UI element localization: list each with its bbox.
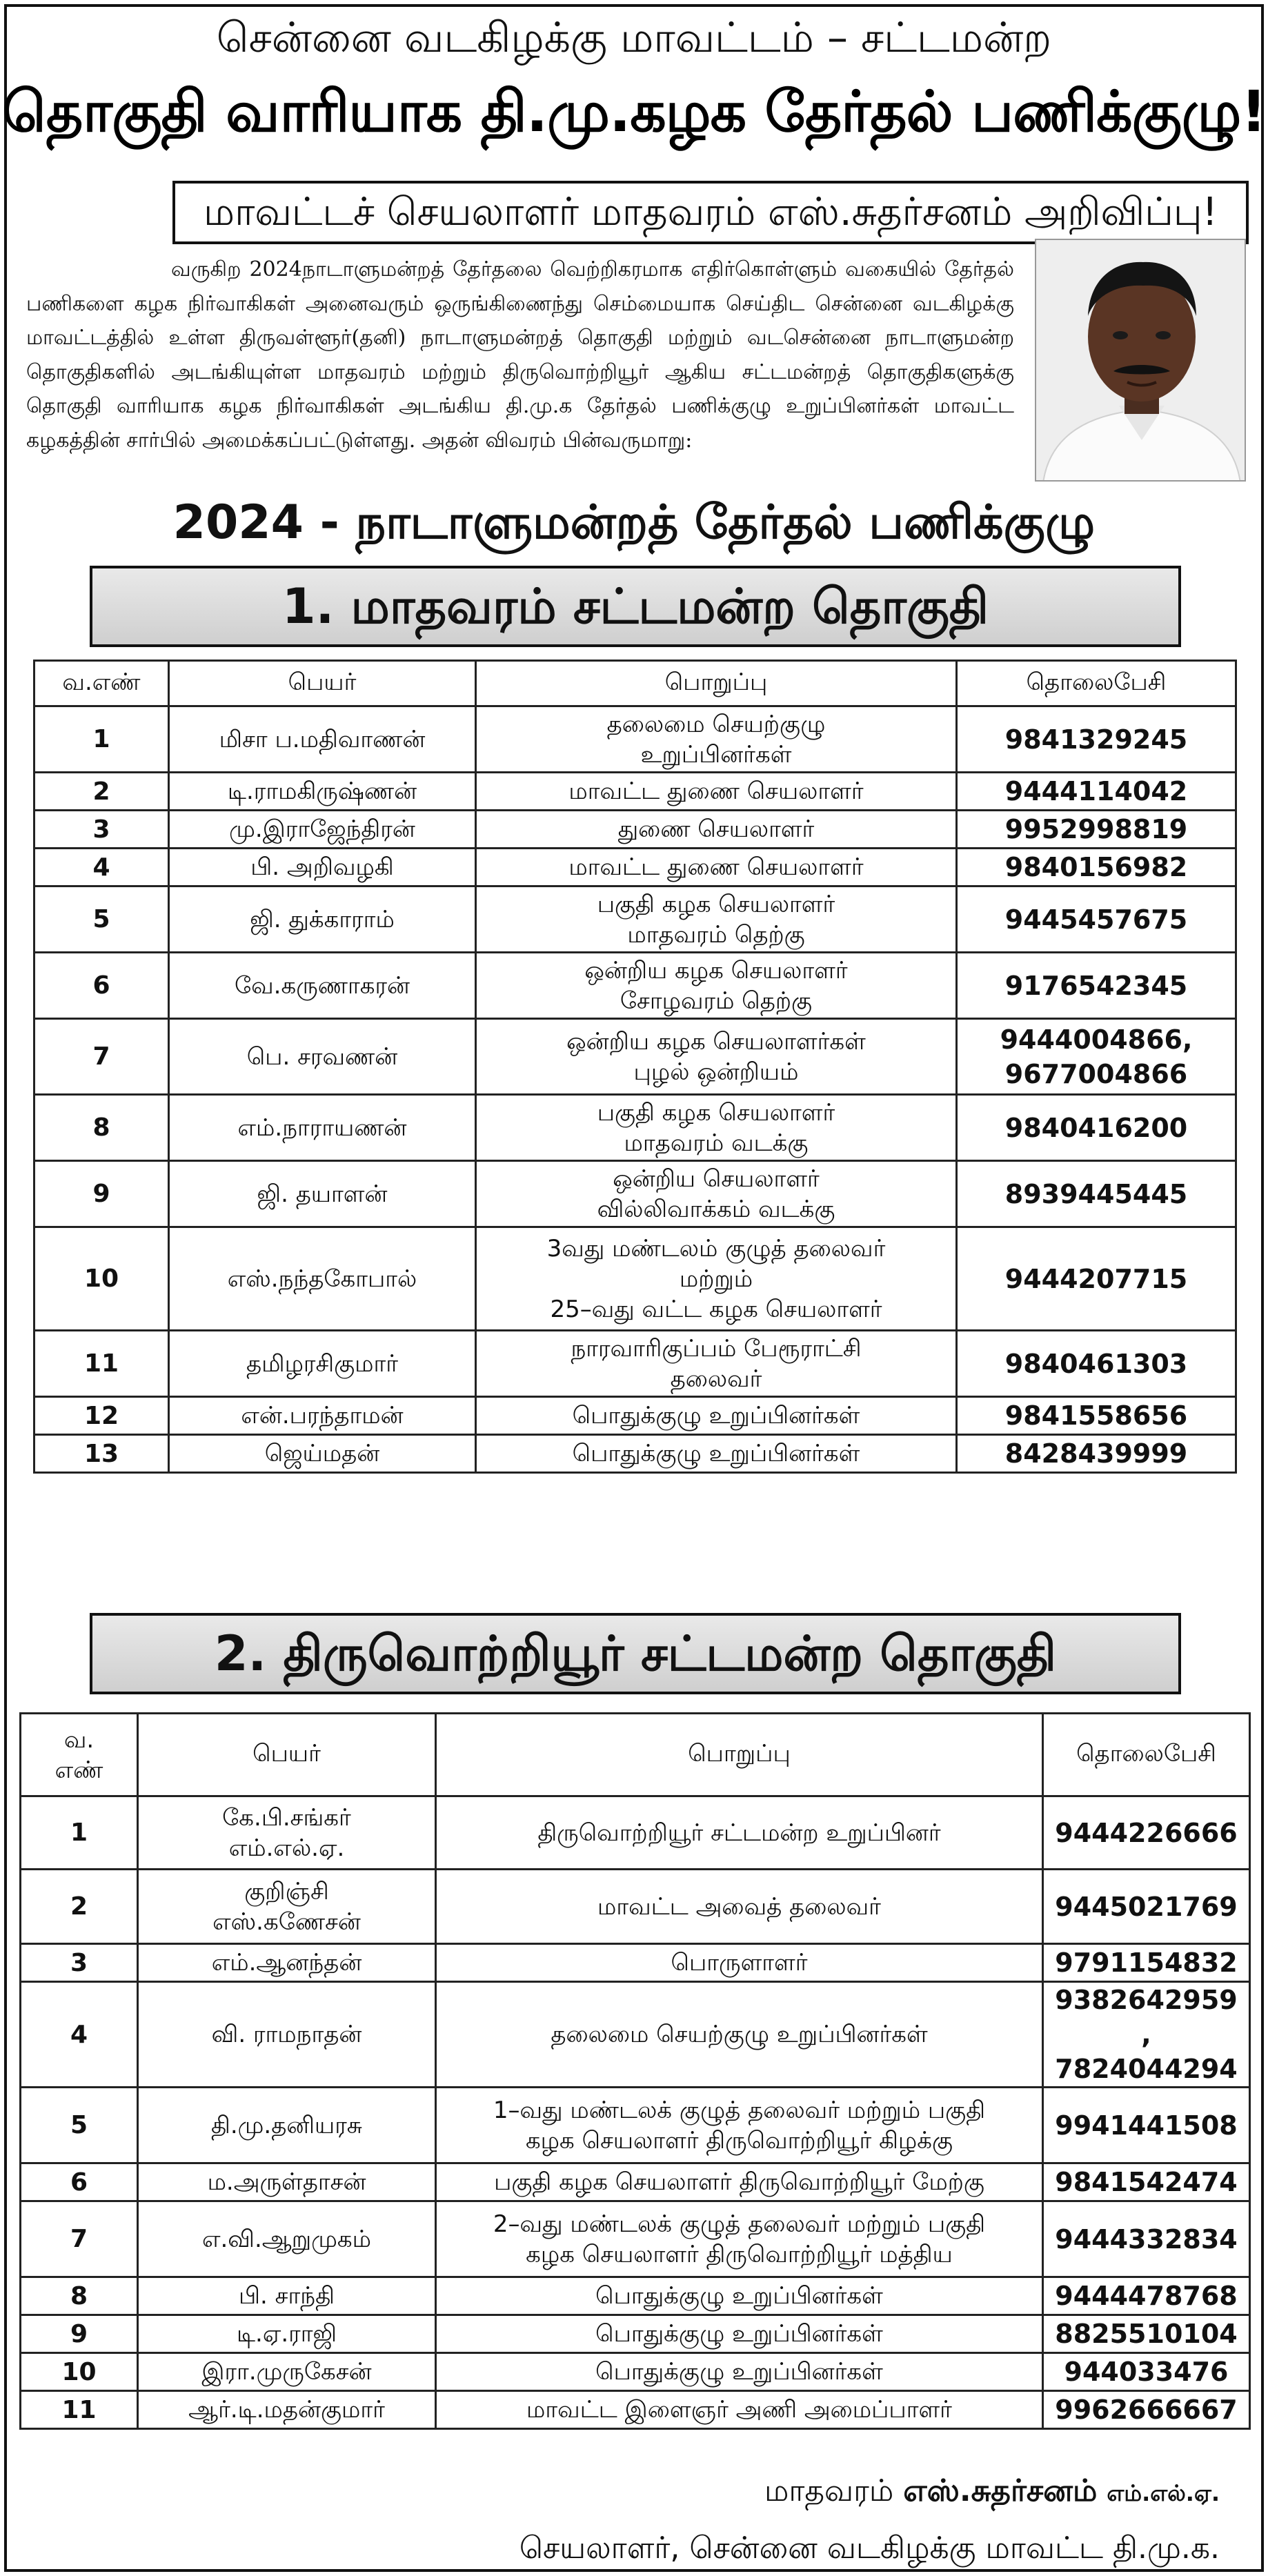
row-member-role: மாவட்ட துணை செயலாளர் <box>476 849 957 886</box>
row-serial-number: 7 <box>21 2201 138 2277</box>
row-phone-number: 8939445445 <box>957 1161 1236 1227</box>
row-serial-number: 10 <box>34 1227 169 1331</box>
madhavaram-committee-table <box>33 660 1237 1474</box>
row-member-name: எம்.நாராயணன் <box>169 1095 476 1161</box>
row-phone-number: 9840156982 <box>957 849 1236 886</box>
table-header-row <box>34 661 1236 706</box>
row-phone-number: 8428439999 <box>957 1435 1236 1473</box>
row-phone-number: 8825510104 <box>1043 2315 1250 2353</box>
col-header-role: பொறுப்பு <box>476 661 957 706</box>
row-serial-number: 10 <box>21 2353 138 2391</box>
col-header-phone: தொலைபேசி <box>957 661 1236 706</box>
row-member-name: வே.கருணாகரன் <box>169 953 476 1019</box>
row-serial-number: 9 <box>34 1161 169 1227</box>
table-row <box>21 1982 1250 2088</box>
row-member-name: எ.வி.ஆறுமுகம் <box>138 2201 436 2277</box>
row-member-role: பொருளாளர் <box>436 1944 1043 1982</box>
table-row <box>21 1870 1250 1944</box>
row-serial-number: 3 <box>34 811 169 849</box>
row-member-name: கே.பி.சங்கர் எம்.எல்.ஏ. <box>138 1796 436 1870</box>
row-phone-number: 9841558656 <box>957 1397 1236 1435</box>
row-phone-number: 9444332834 <box>1043 2201 1250 2277</box>
thiruvottiyur-section-heading: 2. திருவொற்றியூர் சட்டமன்ற தொகுதி <box>90 1613 1181 1694</box>
madhavaram-rows <box>34 706 1236 1473</box>
row-serial-number: 2 <box>34 773 169 811</box>
row-phone-number: 9841329245 <box>957 706 1236 773</box>
row-phone-number: 9840416200 <box>957 1095 1236 1161</box>
table-row <box>34 1227 1236 1331</box>
table-row <box>34 706 1236 773</box>
row-member-name: வி. ராமநாதன் <box>138 1982 436 2088</box>
row-phone-number: 9382642959 , 7824044294 <box>1043 1982 1250 2088</box>
row-phone-number: 944033476 <box>1043 2353 1250 2391</box>
row-member-name: டி.ஏ.ராஜி <box>138 2315 436 2353</box>
row-member-role: ஒன்றிய செயலாளர் வில்லிவாக்கம் வடக்கு <box>476 1161 957 1227</box>
row-phone-number: 9791154832 <box>1043 1944 1250 1982</box>
row-member-role: திருவொற்றியூர் சட்டமன்ற உறுப்பினர் <box>436 1796 1043 1870</box>
row-member-role: பொதுக்குழு உறுப்பினர்கள் <box>436 2277 1043 2315</box>
row-member-role: பகுதி கழக செயலாளர் திருவொற்றியூர் மேற்கு <box>436 2163 1043 2201</box>
row-serial-number: 12 <box>34 1397 169 1435</box>
table-row <box>21 2088 1250 2163</box>
table-row <box>34 773 1236 811</box>
table-row <box>34 1161 1236 1227</box>
table-row <box>21 2391 1250 2429</box>
row-member-role: பொதுக்குழு உறுப்பினர்கள் <box>476 1435 957 1473</box>
row-phone-number: 9176542345 <box>957 953 1236 1019</box>
intro-paragraph: வருகிற 2024நாடாளுமன்றத் தேர்தலை வெற்றிகரமாக எதிர்கொள்ளும் வகையில் தேர்தல் பணிகளை கழக நிர்வாகிகள் அனைவரும் ஒருங்கிணைந்து செம்மையாக செய்திட சென்னை வடகிழக்கு மாவட்டத்தில் உள்ள திருவள்ளூர்(தனி) நாடாளுமன்றத் தொகுதி மற்றும் வடசென்னை நாடாளுமன்ற தொகுதிகளில் அடங்கியுள்ள மாதவரம் மற்றும் திருவொற்றியூர் ஆகிய சட்டமன்றத் தொகுதிகளுக்கு தொகுதி வாரியாக கழக நிர்வாகிகள் அடங்கிய தி.மு.க தேர்தல் பணிக்குழு உறுப்பினர்கள் மாவட்ட கழகத்தின் சார்பில் அமைக்கப்பட்டுள்ளது. அதன் விவரம் பின்வருமாறு: <box>26 257 1014 453</box>
col-header-phone: தொலைபேசி <box>1043 1714 1250 1796</box>
row-member-name: எஸ்.நந்தகோபால் <box>169 1227 476 1331</box>
col-header-sno: வ.எண் <box>34 661 169 706</box>
table-row <box>34 1019 1236 1095</box>
row-phone-number: 9445457675 <box>957 886 1236 953</box>
row-member-name: என்.பரந்தாமன் <box>169 1397 476 1435</box>
row-member-role: 2–வது மண்டலக் குழுத் தலைவர் மற்றும் பகுதி கழக செயலாளர் திருவொற்றியூர் மத்திய <box>436 2201 1043 2277</box>
table-row <box>21 2201 1250 2277</box>
row-phone-number: 9444114042 <box>957 773 1236 811</box>
row-member-name: ஜி. துக்காராம் <box>169 886 476 953</box>
table-row <box>34 1095 1236 1161</box>
signature-title: செயலாளர், சென்னை வடகிழக்கு மாவட்ட தி.மு.க. <box>519 2530 1220 2566</box>
col-header-role: பொறுப்பு <box>436 1714 1043 1796</box>
row-member-name: எம்.ஆனந்தன் <box>138 1944 436 1982</box>
row-phone-number: 9941441508 <box>1043 2088 1250 2163</box>
row-serial-number: 9 <box>21 2315 138 2353</box>
row-member-role: துணை செயலாளர் <box>476 811 957 849</box>
row-serial-number: 11 <box>21 2391 138 2429</box>
row-serial-number: 13 <box>34 1435 169 1473</box>
row-member-name: மிசா ப.மதிவாணன் <box>169 706 476 773</box>
table-row <box>34 886 1236 953</box>
signature-name: எஸ்.சுதர்சனம் <box>903 2473 1098 2508</box>
row-member-name: தமிழரசிகுமார் <box>169 1331 476 1397</box>
row-member-name: குறிஞ்சி எஸ்.கணேசன் <box>138 1870 436 1944</box>
row-serial-number: 7 <box>34 1019 169 1095</box>
table-row <box>21 1944 1250 1982</box>
thiruvottiyur-committee-table <box>19 1712 1251 2430</box>
row-serial-number: 4 <box>34 849 169 886</box>
row-member-role: 3வது மண்டலம் குழுத் தலைவர் மற்றும் 25–வது வட்ட கழக செயலாளர் <box>476 1227 957 1331</box>
row-member-name: இரா.முருகேசன் <box>138 2353 436 2391</box>
row-phone-number: 9444004866, 9677004866 <box>957 1019 1236 1095</box>
row-member-role: பொதுக்குழு உறுப்பினர்கள் <box>436 2315 1043 2353</box>
row-member-role: பகுதி கழக செயலாளர் மாதவரம் வடக்கு <box>476 1095 957 1161</box>
row-member-name: ஜெய்மதன் <box>169 1435 476 1473</box>
table-row <box>34 1331 1236 1397</box>
table-row <box>34 953 1236 1019</box>
signature-suffix: எம்.எல்.ஏ. <box>1107 2480 1220 2506</box>
announcement-box: மாவட்டச் செயலாளர் மாதவரம் எஸ்.சுதர்சனம் அறிவிப்பு! <box>172 181 1249 244</box>
table-row <box>34 1435 1236 1473</box>
row-phone-number: 9444207715 <box>957 1227 1236 1331</box>
row-phone-number: 9444226666 <box>1043 1796 1250 1870</box>
row-phone-number: 9444478768 <box>1043 2277 1250 2315</box>
row-member-role: தலைமை செயற்குழு உறுப்பினர்கள் <box>476 706 957 773</box>
row-member-name: பி. சாந்தி <box>138 2277 436 2315</box>
kicker-line: சென்னை வடகிழக்கு மாவட்டம் – சட்டமன்ற <box>216 14 1052 62</box>
row-serial-number: 6 <box>21 2163 138 2201</box>
row-phone-number: 9841542474 <box>1043 2163 1250 2201</box>
headline: தொகுதி வாரியாக தி.மு.கழக தேர்தல் பணிக்குழு! <box>2 79 1266 145</box>
section-title: 2024 - நாடாளுமன்றத் தேர்தல் பணிக்குழு <box>172 495 1096 550</box>
row-member-name: பெ. சரவணன் <box>169 1019 476 1095</box>
row-phone-number: 9952998819 <box>957 811 1236 849</box>
row-member-role: பகுதி கழக செயலாளர் மாதவரம் தெற்கு <box>476 886 957 953</box>
row-member-name: டி.ராமகிருஷ்ணன் <box>169 773 476 811</box>
row-member-role: நாரவாரிகுப்பம் பேரூராட்சி தலைவர் <box>476 1331 957 1397</box>
row-serial-number: 1 <box>21 1796 138 1870</box>
row-member-name: தி.மு.தனியரசு <box>138 2088 436 2163</box>
row-serial-number: 5 <box>21 2088 138 2163</box>
row-serial-number: 6 <box>34 953 169 1019</box>
madhavaram-section-heading: 1. மாதவரம் சட்டமன்ற தொகுதி <box>90 566 1181 647</box>
row-serial-number: 3 <box>21 1944 138 1982</box>
signature-name-line <box>764 2473 1220 2513</box>
table-row <box>34 811 1236 849</box>
table-row <box>21 2315 1250 2353</box>
row-member-role: மாவட்ட துணை செயலாளர் <box>476 773 957 811</box>
row-member-role: தலைமை செயற்குழு உறுப்பினர்கள் <box>436 1982 1043 2088</box>
thiruvottiyur-rows <box>21 1796 1250 2429</box>
row-phone-number: 9962666667 <box>1043 2391 1250 2429</box>
signature-prefix: மாதவரம் <box>764 2473 894 2508</box>
table-row <box>21 2163 1250 2201</box>
row-member-role: 1–வது மண்டலக் குழுத் தலைவர் மற்றும் பகுதி கழக செயலாளர் திருவொற்றியூர் கிழக்கு <box>436 2088 1043 2163</box>
table-row <box>21 2353 1250 2391</box>
row-serial-number: 8 <box>34 1095 169 1161</box>
row-member-role: பொதுக்குழு உறுப்பினர்கள் <box>436 2353 1043 2391</box>
row-member-role: மாவட்ட அவைத் தலைவர் <box>436 1870 1043 1944</box>
table-row <box>21 1796 1250 1870</box>
col-header-name: பெயர் <box>138 1714 436 1796</box>
row-member-role: மாவட்ட இளைஞர் அணி அமைப்பாளர் <box>436 2391 1043 2429</box>
row-serial-number: 11 <box>34 1331 169 1397</box>
row-member-role: ஒன்றிய கழக செயலாளர் சோழவரம் தெற்கு <box>476 953 957 1019</box>
row-member-role: ஒன்றிய கழக செயலாளர்கள் புழல் ஒன்றியம் <box>476 1019 957 1095</box>
row-member-name: பி. அறிவழகி <box>169 849 476 886</box>
table-row <box>34 849 1236 886</box>
row-phone-number: 9445021769 <box>1043 1870 1250 1944</box>
row-serial-number: 4 <box>21 1982 138 2088</box>
table-header-row <box>21 1714 1250 1796</box>
row-member-name: மு.இராஜேந்திரன் <box>169 811 476 849</box>
table-row <box>21 2277 1250 2315</box>
row-member-name: ஜி. தயாளன் <box>169 1161 476 1227</box>
row-phone-number: 9840461303 <box>957 1331 1236 1397</box>
row-serial-number: 1 <box>34 706 169 773</box>
secretary-photo <box>1035 239 1246 482</box>
row-member-name: ஆர்.டி.மதன்குமார் <box>138 2391 436 2429</box>
row-serial-number: 2 <box>21 1870 138 1944</box>
col-header-sno: வ. எண் <box>21 1714 138 1796</box>
row-serial-number: 5 <box>34 886 169 953</box>
row-member-name: ம.அருள்தாசன் <box>138 2163 436 2201</box>
row-serial-number: 8 <box>21 2277 138 2315</box>
table-row <box>34 1397 1236 1435</box>
row-member-role: பொதுக்குழு உறுப்பினர்கள் <box>476 1397 957 1435</box>
portrait-illustration <box>1036 240 1246 482</box>
col-header-name: பெயர் <box>169 661 476 706</box>
